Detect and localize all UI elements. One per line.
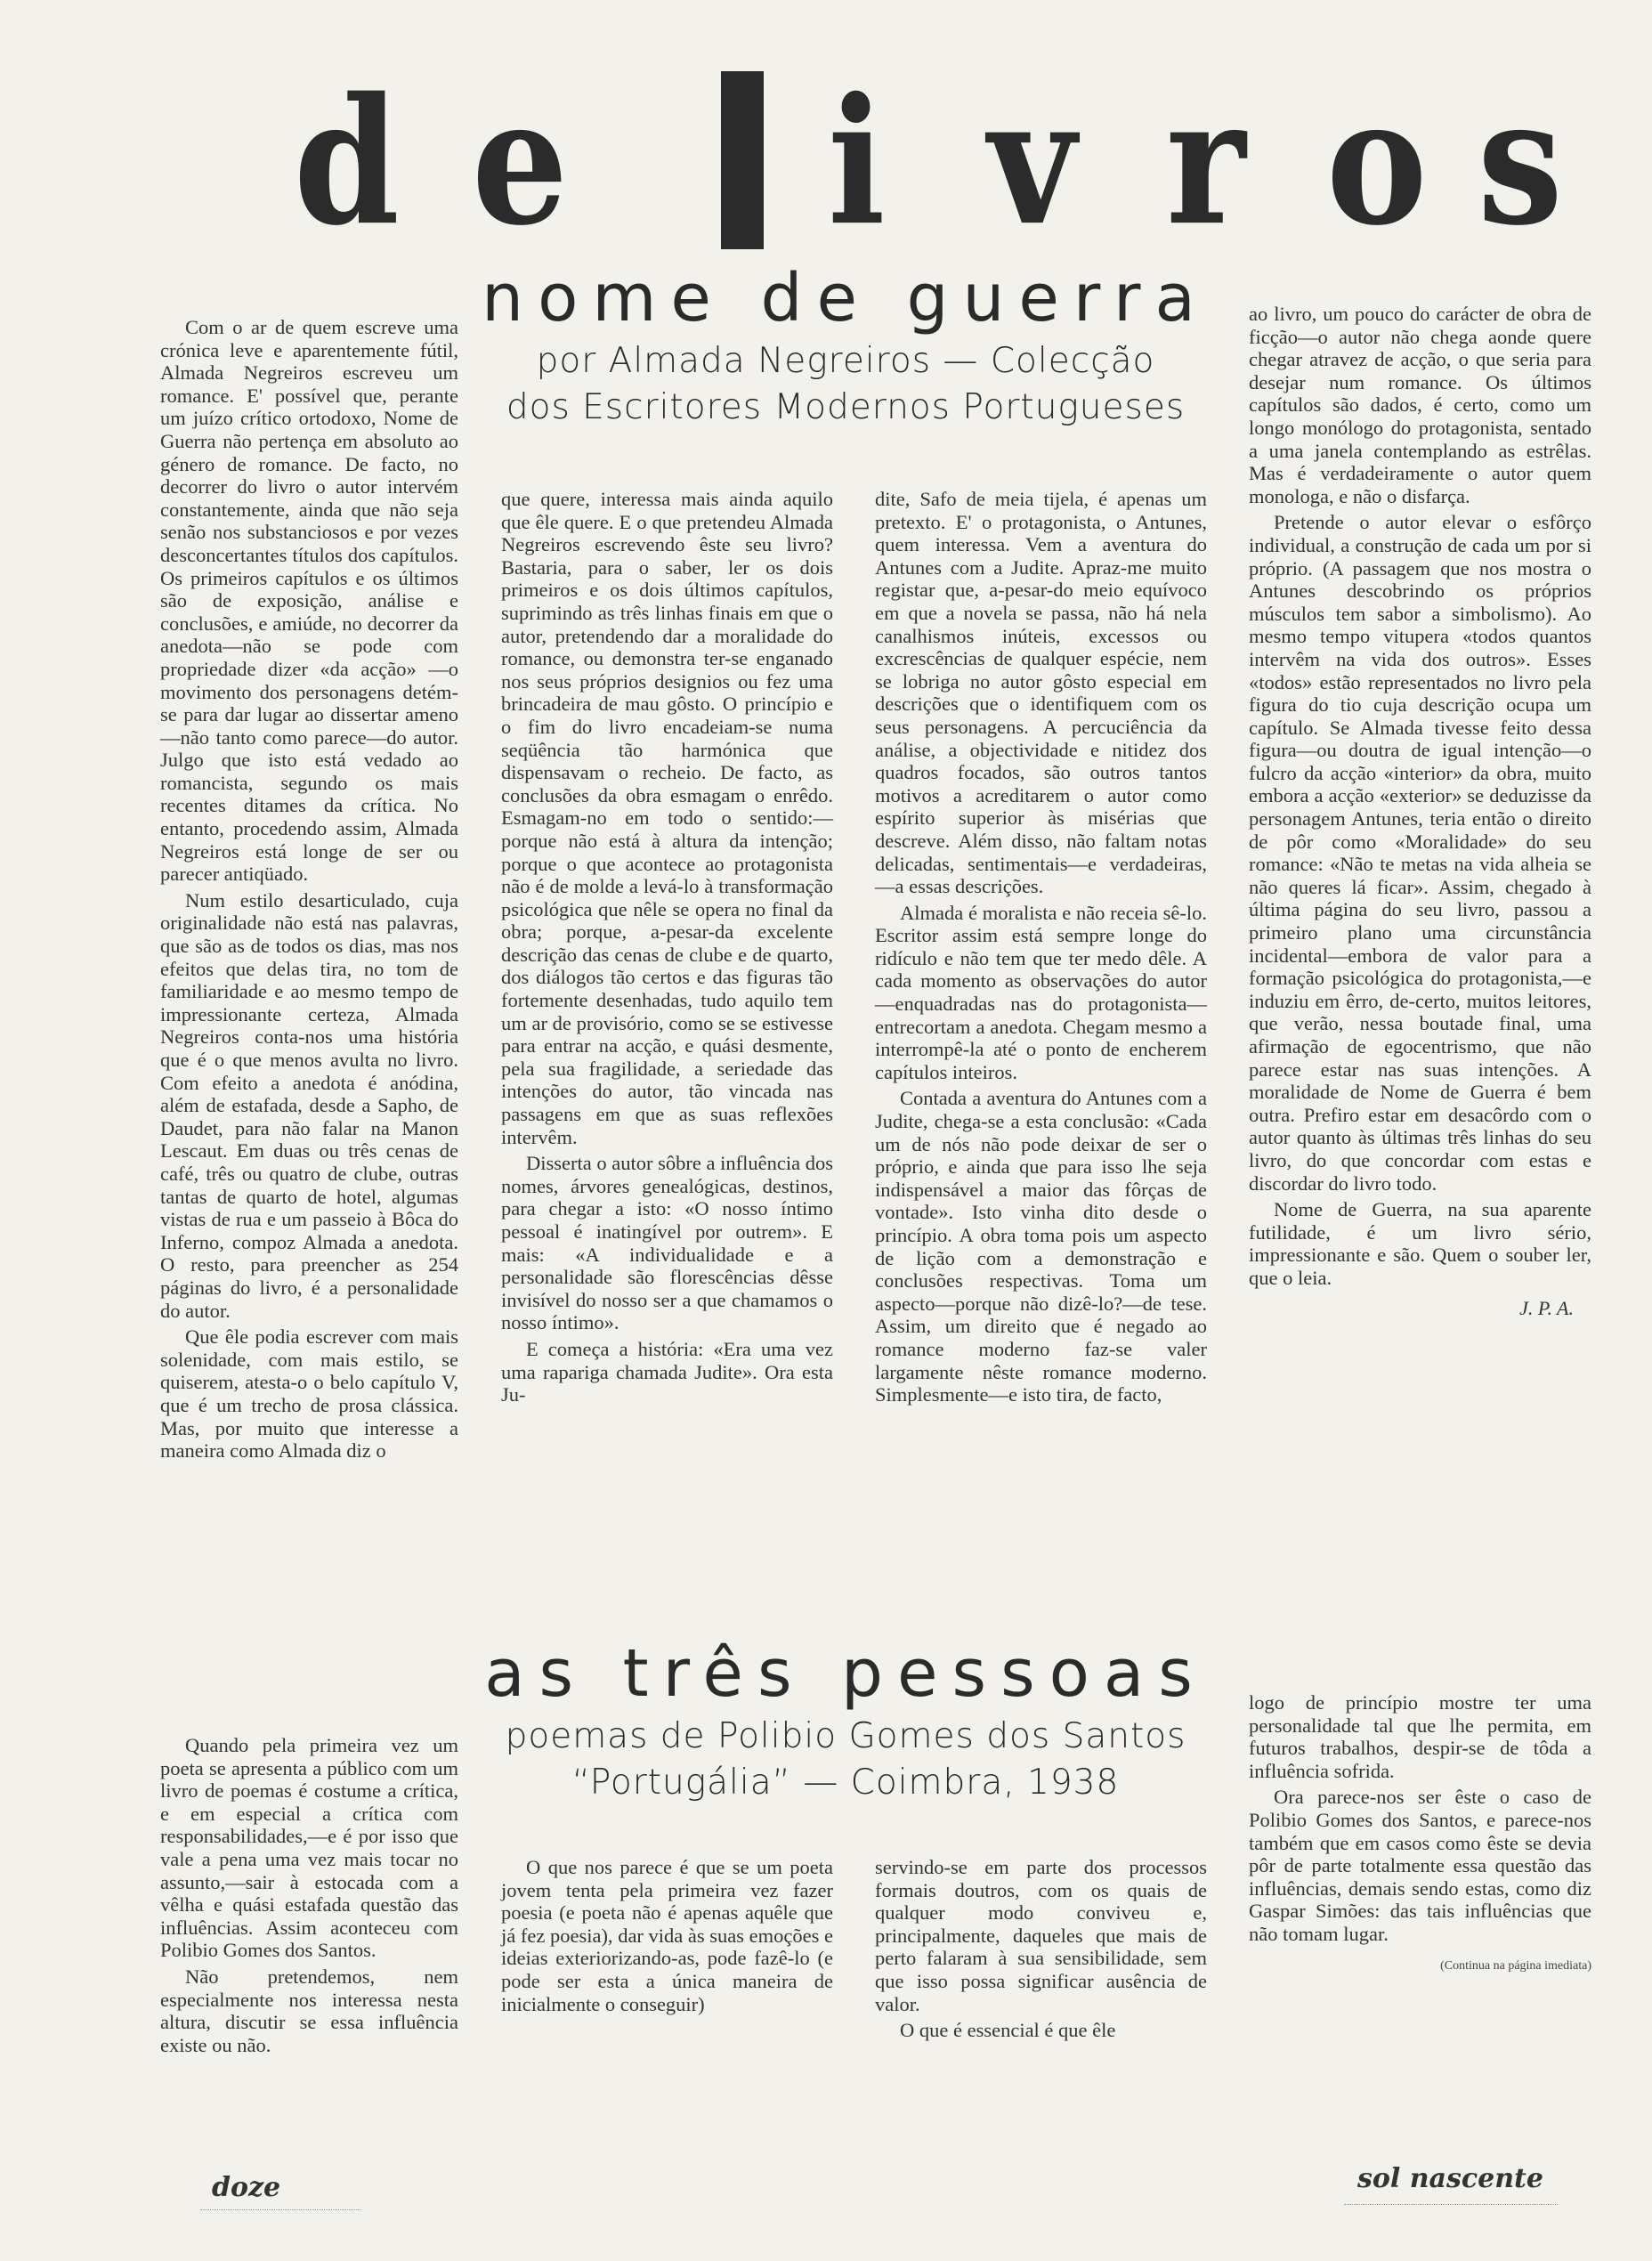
paragraph: Ora parece-nos ser êste o caso de Polibio Gomes dos Santos, e parece-nos também que em casos como êste se devia pôr de parte totalmente essa questão das influências, demais sendo estas, como diz Gaspar Simões: das tais influências que não tomam lugar. bbox=[1249, 1786, 1591, 1945]
footer-rule bbox=[1344, 2204, 1558, 2205]
paragraph: Almada é moralista e não receia sê-lo. Escritor assim está sempre longe do ridículo e não tem que ter medo dêle. A cada momento as observações do autor—enquadradas nas do protagonista—entrecortam a anedota. Chegam mesmo a interrompê-la até o ponto de encherem capítulos inteiros. bbox=[875, 901, 1207, 1083]
article1-column-1 bbox=[160, 316, 458, 1463]
paragraph: ao livro, um pouco do carácter de obra de ficção—o autor não chega aonde quere chegar atravez de acção, o que seria para desejar num romance. Os últimos capítulos são dados, é certo, como um longo monólogo do protagonista, sentado a uma janela contemplando as estrêlas. Mas é verdadeiramente o autor quem monologa, e não o disfarça. bbox=[1249, 303, 1591, 507]
paragraph: Que êle podia escrever com mais solenidade, com mais estilo, se quiserem, atesta-o o belo capítulo V, que é um trecho de prosa clássica. Mas, por muito que interesse a maneira como Almada diz o bbox=[160, 1325, 458, 1463]
page-number: doze bbox=[212, 2172, 281, 2203]
article1-column-2 bbox=[501, 488, 833, 1406]
masthead-letter-l bbox=[721, 71, 764, 249]
masthead-letter: d bbox=[294, 60, 400, 265]
subtitle-line: por Almada Negreiros — Colecção bbox=[536, 341, 1155, 381]
paragraph: logo de princípio mostre ter uma personalidade tal que lhe permita, em futuros trabalhos, despir-se de tôda a influência sofrida. bbox=[1249, 1691, 1591, 1782]
article1-column-3 bbox=[875, 488, 1207, 1406]
masthead-letter: i bbox=[828, 60, 886, 265]
subtitle-line: dos Escritores Modernos Portugueses bbox=[506, 387, 1186, 427]
masthead-letter: s bbox=[1478, 60, 1563, 265]
masthead-letter: v bbox=[988, 60, 1076, 265]
article1-column-4 bbox=[1249, 303, 1591, 1319]
paragraph: Num estilo desarticulado, cuja originalidade não está nas palavras, que são as de todos os dias, mas nos efeitos que delas tira, no tom de familiaridade e ao mesmo tempo de impressionante certeza, Almada Negreiros conta-nos uma história que é o que menos avulta no livro. Com efeito a anedota é anódina, além de estafada, desde a Sapho, de Daudet, para não falar na Manon Lescaut. Em duas ou três cenas de café, três ou quatro de clube, outras tantas de quarto de hotel, algumas vistas de rua e um passeio à Bôca do Inferno, compoz Almada a anedota. O resto, para preencher as 254 páginas do livro, é a personalidade do autor. bbox=[160, 888, 458, 1322]
author-signature: J. P. A. bbox=[1519, 1296, 1574, 1319]
article2-column-2 bbox=[501, 1856, 833, 2015]
paragraph: dite, Safo de meia tijela, é apenas um pretexto. E' o protagonista, o Antunes, quem interessa. Vem a aventura do Antunes com a Judite. Apraz-me muito registar que, a-pesar-do meio equívoco em que a novela se passa, não há nela canalhismos inúteis, excessos ou excrescências de qualquer espécie, nem se lobriga no autor gôsto especial em descrições que o identifiquem com os seus personagens. A percuciência da análise, a objectividade e nitidez dos quadros focados, são outros tantos motivos a acreditarem o autor como espírito superior às misérias que descreve. Além disso, não faltam notas delicadas, sentimentais—e verdadeiras,—a essas descrições. bbox=[875, 488, 1207, 898]
article-title: nome de guerra bbox=[482, 260, 1210, 336]
paragraph: Pretende o autor elevar o esfôrço individual, a construção de cada um por si próprio. (A passagem que nos mostra o Antunes descobrindo os próprios músculos tem sabor a simbolismo). Ao mesmo tempo vitupera «todos quantos intervêm na vida dos outros». Esses «todos» estão representados no livro pela figura do tio cuja descrição ocupa um capítulo. Se Almada tivesse feito dessa figura—ou doutra de igual intenção—o fulcro da acção «interior» da obra, muito embora a acção «exterior» se deduzisse da personagem Antunes, teria então o direito de pôr como «Moralidade» do seu romance: «Não te metas na vida alheia se não queres lá ficar». Assim, chegado à última página do seu livro, passou a primeiro plano uma circunstância incidental—embora de valor para a formação psicológica do protagonista,—e induziu em êrro, de-certo, muitos leitores, que verão, nessa boutade final, uma afirmação de egocentrismo, que não parece estar nas suas intenções. A moralidade de Nome de Guerra é bem outra. Prefiro estar em desacôrdo com o autor quanto às últimas três linhas do seu livro, do que concordar com estas e discordar do livro todo. bbox=[1249, 511, 1591, 1195]
magazine-name: sol nascente bbox=[1357, 2163, 1543, 2194]
subtitle-line: poemas de Polibio Gomes dos Santos bbox=[505, 1716, 1186, 1756]
footer-rule bbox=[200, 2209, 360, 2210]
paragraph: Contada a aventura do Antunes com a Judite, chega-se a esta conclusão: «Cada um de nós não pode deixar de ser o próprio, e ainda que para isso lhe seja indispensável a maior das fôrças de vontade». Isto vinha dito desde o princípio. A obra toma pois um aspecto de lição com a demonstração e conclusões respectivas. Toma um aspecto—porque não dizê-lo?—de tese. Assim, um direito que é negado ao romance moderno faz-se valer largamente nêste romance moderno. Simplesmente—e isto tira, de facto, bbox=[875, 1087, 1207, 1406]
paragraph: O que nos parece é que se um poeta jovem tenta pela primeira vez fazer poesia (e poeta não é apenas aquêle que já fez poesia), dar vida às suas emoções e ideias exteriorizando-as, pode fazê-lo (e pode ser esta a única maneira de inicialmente o conseguir) bbox=[501, 1856, 833, 2015]
article-title: as três pessoas bbox=[484, 1635, 1207, 1712]
section-masthead bbox=[294, 53, 1563, 265]
article2-column-4 bbox=[1249, 1691, 1591, 1977]
masthead-letter: r bbox=[1166, 60, 1246, 265]
paragraph: Quando pela primeira vez um poeta se apresenta a público com um livro de poemas é costume a crítica, e em especial a crítica com responsabilidades,—e é por isso que vale a pena uma vez mais tocar no assunto,—sair à estocada com a vêlha e quási estafada questão das influências. Assim aconteceu com Polibio Gomes dos Santos. bbox=[160, 1734, 458, 1962]
subtitle-line: “Portugália” — Coimbra, 1938 bbox=[571, 1763, 1120, 1803]
paragraph: Nome de Guerra, na sua aparente futilidade, é um livro sério, impressionante e são. Quem o souber ler, que o leia. bbox=[1249, 1198, 1591, 1289]
article2-column-3 bbox=[875, 1856, 1207, 2042]
masthead-letter: e bbox=[472, 60, 569, 265]
paragraph: Não pretendemos, nem especialmente nos interessa nesta altura, discutir se essa influência existe ou não. bbox=[160, 1965, 458, 2056]
article2-column-1 bbox=[160, 1734, 458, 2056]
masthead-letter: o bbox=[1326, 60, 1428, 265]
article-subtitle bbox=[498, 338, 1193, 431]
paragraph: que quere, interessa mais ainda aquilo que êle quere. E o que pretendeu Almada Negreiros escrevendo êste seu livro? Bastaria, para o saber, ler os dois primeiros e os dois últimos capítulos, suprimindo as três linhas finais em que o autor, pretendendo dar a moralidade do romance, ou demonstra ter-se enganado nos seus próprios designios ou fez uma brincadeira de mau gôsto. O princípio e o fim do livro encadeiam-se numa seqüência tão harmónica que dispensavam o recheio. De facto, as conclusões da obra esmagam o enrêdo. Esmagam-no em todo o sentido:—porque não está à altura da intenção; porque o que acontece ao protagonista não é de molde a levá-lo à transformação psicológica que nêle se opera no final da obra; porque, a-pesar-da excelente descrição das cenas de clube e de quarto, dos diálogos tão certos e das figuras tão fortemente desenhadas, tudo aquilo tem um ar de provisório, como se se estivesse para entrar na acção, e quási desmente, pela sua fragilidade, a seriedade das intenções do autor, tão vincada nas passagens em que as suas reflexões intervêm. bbox=[501, 488, 833, 1148]
paragraph: E começa a história: «Era uma vez uma rapariga chamada Judite». Ora esta Ju- bbox=[501, 1337, 833, 1406]
paragraph: Disserta o autor sôbre a influência dos nomes, árvores genealógicas, destinos, para chegar a isto: «O nosso íntimo pessoal é inatingível por outrem». E mais: «A individualidade e a personalidade são florescências dêsse invisível do nosso ser a que chamamos o nosso íntimo». bbox=[501, 1152, 833, 1334]
paragraph: Com o ar de quem escreve uma crónica leve e aparentemente fútil, Almada Negreiros escreveu um romance. E' possível que, perante um juízo crítico ortodoxo, Nome de Guerra não pertença em absoluto ao género de romance. De facto, no decorrer do livro o autor intervém constantemente, ainda que não seja senão nos substanciosos e por vezes desconcertantes títulos dos capítulos. Os primeiros capítulos e os últimos são de exposição, análise e conclusões, e amiúde, no decorrer da anedota—não se pode com propriedade dizer «da acção» —o movimento dos personagens detém-se para dar lugar ao dissertar ameno—não tanto como parece—do autor. Julgo que isto está vedado ao romancista, segundo os mais recentes ditames da crítica. No entanto, procedendo assim, Almada Negreiros está longe de ser ou parecer antiqüado. bbox=[160, 316, 458, 886]
paragraph: servindo-se em parte dos processos formais doutros, com os quais de qualquer modo conviveu e, principalmente, daqueles que mais de perto falaram à sua sensibilidade, sem que isso possa significar ausência de valor. bbox=[875, 1856, 1207, 2015]
paragraph: O que é essencial é que êle bbox=[900, 2019, 1116, 2042]
article-subtitle bbox=[498, 1714, 1193, 1806]
continued-note: (Continua na página imediata) bbox=[1440, 1958, 1591, 1973]
